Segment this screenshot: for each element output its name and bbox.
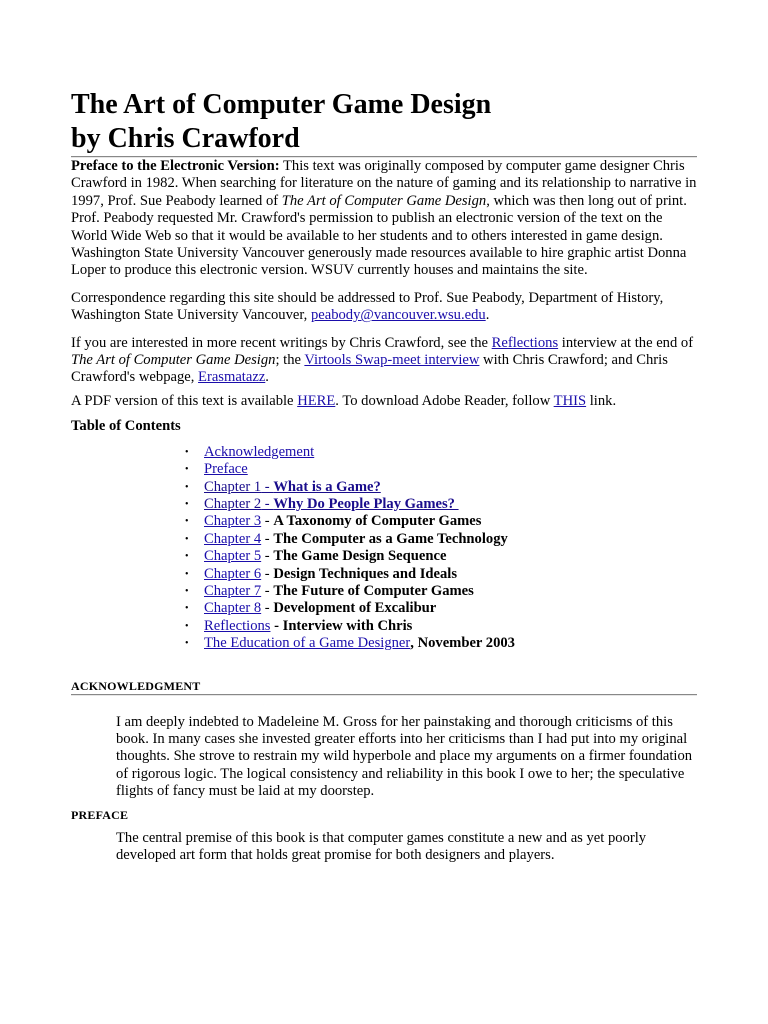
adobe-reader-this-link[interactable]: THIS xyxy=(553,392,587,409)
bullet-icon: • xyxy=(185,603,189,615)
toc-link-chapter-3[interactable]: Chapter 3 xyxy=(204,513,262,530)
bullet-icon: • xyxy=(185,638,189,650)
acknowledgment-body: I am deeply indebted to Madeleine M. Gross for her painstaking and thorough criticisms of this book. In many cases she invested greater efforts into her criticisms than I had put into my original thoughts. She strove to restrain my wild hyperbole and place my arguments on a firmer foundation of rigorous logic. The logical consistency and reliability in this book I owe to her; the speculative flights of fancy must be laid at my doorstep. xyxy=(116,713,693,800)
toc-item xyxy=(185,513,697,530)
preface-electronic-book-title: The Art of Computer Game Design xyxy=(281,192,487,209)
title-line-1: The Art of Computer Game Design xyxy=(71,89,492,120)
virtools-interview-link[interactable]: Virtools Swap-meet interview xyxy=(304,352,480,369)
preface-electronic-text-a: This text was originally composed by computer game designer Chris Crawford in 1982. When searching for literature on the nature of gaming and its relationship to narrative in 1997, Prof. Sue Peabody learned of xyxy=(71,158,697,209)
toc-item xyxy=(185,566,697,583)
toc-link-chapter-7[interactable]: Chapter 7 xyxy=(204,582,262,599)
pdf-text-b: . To download Adobe Reader, follow xyxy=(335,392,554,409)
recent-text-b: interview at the end of xyxy=(558,334,694,351)
toc-desc-reflections: Interview with Chris xyxy=(282,617,413,634)
toc-link-chapter-1-label: Chapter 1 xyxy=(204,478,262,495)
pdf-text-c: link. xyxy=(586,392,617,409)
toc-item xyxy=(185,618,697,635)
bullet-icon: • xyxy=(185,481,189,493)
toc-link-chapter-8[interactable]: Chapter 8 xyxy=(204,600,262,617)
recent-writings-paragraph xyxy=(71,335,697,387)
preface-heading: PREFACE xyxy=(71,807,129,822)
bullet-icon: • xyxy=(185,464,189,476)
correspondence-text: Correspondence regarding this site should be addressed to Prof. Sue Peabody, Department of History, Washington State University Vancouver, xyxy=(71,289,664,324)
preface-body: The central premise of this book is that computer games constitute a new and as yet poorly developed art form that holds great promise for both designers and players. xyxy=(116,829,647,863)
toc-item xyxy=(185,531,697,548)
pdf-paragraph xyxy=(71,393,697,410)
toc-link-acknowledgement[interactable]: Acknowledgement xyxy=(204,443,315,460)
preface-electronic-text-b: , which was then long out of print. Prof. Peabody requested Mr. Crawford's permission to publish an electronic version of the text on the World Wide Web so that it would be available to her students and to others interested in game design. Washington State University Vancouver generously made resources available to hire graphic artist Donna Loper to produce this electronic version. WSUV currently houses and maintains the site. xyxy=(71,192,687,279)
toc-separator: - xyxy=(261,582,274,599)
toc-separator: - xyxy=(261,548,274,565)
bullet-icon: • xyxy=(185,568,189,580)
reflections-link[interactable]: Reflections xyxy=(491,334,559,351)
toc-desc-chapter-8: Development of Excalibur xyxy=(273,600,437,617)
toc-link-chapter-2[interactable] xyxy=(204,496,459,512)
toc-separator: , xyxy=(410,635,418,652)
recent-end: . xyxy=(265,369,269,386)
toc-list xyxy=(71,444,697,653)
toc-item xyxy=(185,444,697,461)
correspondence-paragraph xyxy=(71,290,697,325)
toc-desc-chapter-2: Why Do People Play Games? xyxy=(273,495,459,512)
toc-item xyxy=(185,635,697,652)
toc-desc-education: November 2003 xyxy=(417,635,515,652)
recent-text-a: If you are interested in more recent writings by Chris Crawford, see the xyxy=(71,334,492,351)
toc-separator: - xyxy=(261,600,274,617)
bullet-icon: • xyxy=(185,446,189,458)
toc-separator: - xyxy=(270,617,283,634)
toc-link-chapter-5[interactable]: Chapter 5 xyxy=(204,548,262,565)
erasmatazz-link[interactable]: Erasmatazz xyxy=(198,369,266,386)
recent-book-title: The Art of Computer Game Design xyxy=(71,352,276,369)
preface-electronic-paragraph xyxy=(71,158,697,280)
toc-link-education-of-a-game-designer[interactable]: The Education of a Game Designer xyxy=(204,635,411,652)
toc-item xyxy=(185,461,697,478)
bullet-icon: • xyxy=(185,533,189,545)
document-page xyxy=(71,88,697,864)
toc-desc-chapter-3: A Taxonomy of Computer Games xyxy=(273,513,482,530)
toc-desc-chapter-1: What is a Game? xyxy=(273,478,381,495)
toc-item xyxy=(185,600,697,617)
pdf-here-link[interactable]: HERE xyxy=(297,392,336,409)
acknowledgment-divider xyxy=(71,694,697,696)
email-link[interactable]: peabody@vancouver.wsu.edu xyxy=(310,307,486,324)
acknowledgment-heading: ACKNOWLEDGMENT xyxy=(71,678,201,693)
recent-text-c: ; the xyxy=(275,352,305,369)
toc-heading: Table of Contents xyxy=(71,418,181,435)
toc-link-chapter-1[interactable] xyxy=(204,479,381,495)
bullet-icon: • xyxy=(185,620,189,632)
toc-desc-chapter-5: The Game Design Sequence xyxy=(273,548,447,565)
toc-desc-chapter-4: The Computer as a Game Technology xyxy=(273,530,508,547)
toc-item xyxy=(185,548,697,565)
toc-link-reflections[interactable]: Reflections xyxy=(204,617,271,634)
bullet-icon: • xyxy=(185,516,189,528)
toc-item xyxy=(185,479,697,496)
toc-item xyxy=(185,496,697,513)
bullet-icon: • xyxy=(185,498,189,510)
bullet-icon: • xyxy=(185,585,189,597)
toc-item xyxy=(185,583,697,600)
toc-separator: - xyxy=(261,478,274,495)
toc-link-chapter-4[interactable]: Chapter 4 xyxy=(204,530,262,547)
toc-link-chapter-2-label: Chapter 2 xyxy=(204,495,262,512)
recent-text-d: with Chris Crawford; and Chris Crawford's webpage, xyxy=(71,352,668,386)
toc-desc-chapter-6: Design Techniques and Ideals xyxy=(273,565,458,582)
toc-link-chapter-6[interactable]: Chapter 6 xyxy=(204,565,262,582)
toc-link-preface[interactable]: Preface xyxy=(204,461,248,478)
title-line-2: by Chris Crawford xyxy=(71,123,300,154)
preface-electronic-label: Preface to the Electronic Version: xyxy=(71,158,280,174)
toc-separator: - xyxy=(261,513,274,530)
toc-desc-chapter-7: The Future of Computer Games xyxy=(273,582,474,599)
pdf-text-a: A PDF version of this text is available xyxy=(71,392,298,409)
page-title xyxy=(71,88,697,156)
bullet-icon: • xyxy=(185,551,189,563)
toc-separator: - xyxy=(261,565,274,582)
correspondence-end: . xyxy=(485,307,490,324)
toc-separator: - xyxy=(261,495,274,512)
toc-separator: - xyxy=(261,530,274,547)
